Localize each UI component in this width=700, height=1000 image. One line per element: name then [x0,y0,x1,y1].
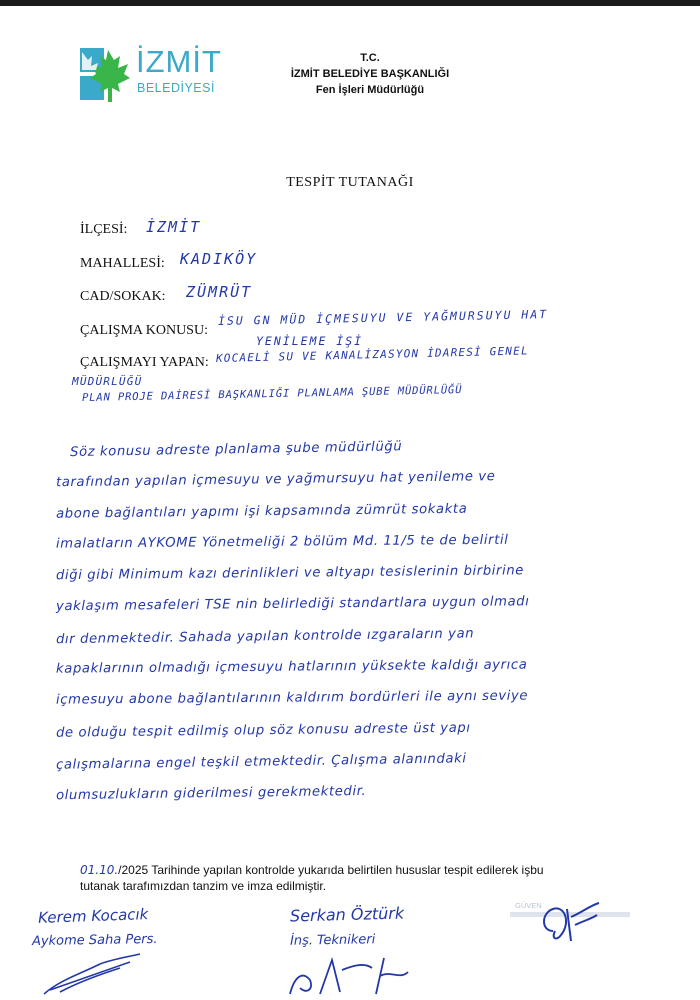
institution-header [240,50,500,98]
statement-line: çalışmalarına engel teşkil etmektedir. Çalışma alanındaki [55,751,467,773]
closing-text-line1: /2025 Tarihinde yapılan kontrolde yukarıda belirtilen hususlar tespit edilerek işbu [118,863,544,877]
statement-line: de olduğu tespit edilmiş olup söz konusu adreste üst yapı [55,720,471,741]
cadde-value: ZÜMRÜT [186,283,253,301]
statement-line: yaklaşım mesafeleri TSE nin belirlediği standartlara uygun olmadı [55,594,530,615]
statement-line: içmesuyu abone bağlantılarının kaldırım bordürleri ile aynı seviye [55,688,529,709]
middle-signatory-title: İnş. Teknikeri [289,932,376,949]
statement-line: abone bağlantıları yapımı işi kapsamında zümrüt sokakta [55,501,468,522]
logo-name: İZMİT [136,44,222,79]
left-signatory-name: Kerem Kocacık [37,905,149,927]
closing-statement [80,862,640,894]
mahalle-label: MAHALLESİ: [80,256,165,271]
yapan-value-line1: KOCAELİ SU VE KANALİZASYON İDARESİ GENEL [215,344,529,365]
logo-subtitle: BELEDİYESİ [137,81,215,95]
middle-signatory-name: Serkan Öztürk [289,903,405,926]
yapan-value-line2: MÜDÜRLÜĞÜ [72,375,143,388]
yapan-label: ÇALIŞMAYI YAPAN: [80,355,209,370]
middle-signature-scribble [280,950,420,998]
cadde-label: CAD/SOKAK: [80,289,166,304]
maple-leaf-icon [78,46,132,104]
top-border [0,0,700,6]
statement-line: dır denmektedir. Sahada yapılan kontrolde ızgaraların yan [55,626,475,648]
statement-line: imalatların AYKOME Yönetmeliği 2 bölüm Md. 11/5 te de belirtil [55,532,509,552]
statement-line: olumsuzlukların giderilmesi gerekmektedir. [55,784,367,804]
right-signature-scribble [535,895,605,945]
statement-line: kapaklarının olmadığı içmesuyu hatlarının yüksekte kaldığı ayrıca [55,657,528,677]
handwritten-date: 01.10. [80,863,119,877]
left-signatory-title: Aykome Saha Pers. [31,931,158,950]
left-signature-scribble [40,950,150,998]
konu-value-line2: YENİLEME İŞİ [256,334,364,348]
ilce-label: İLÇESİ: [80,222,128,237]
statement-line: tarafından yapılan içmesuyu ve yağmursuyu hat yenileme ve [55,469,496,491]
ilce-value: İZMİT [146,218,202,236]
closing-text-line2: tutanak tarafımızdan tanzim ve imza edilmiştir. [80,879,327,893]
mahalle-value: KADIKÖY [180,250,258,268]
konu-label: ÇALIŞMA KONUSU: [80,323,208,338]
izmit-belediyesi-logo [78,46,238,106]
yapan-value-line3: PLAN PROJE DAİRESİ BAŞKANLIĞI PLANLAMA ŞUBE MÜDÜRLÜĞÜ [81,384,463,404]
faint-stamp-name: GÜVEN [515,901,542,910]
document-title: TESPİT TUTANAĞI [286,175,414,190]
header-line-municipality: İZMİT BELEDİYE BAŞKANLIĞI [290,68,450,80]
statement-line: Söz konusu adreste planlama şube müdürlüğü [69,439,403,461]
header-line-tc: T.C. [360,52,380,64]
statement-line: diği gibi Minimum kazı derinlikleri ve altyapı tesislerinin birbirine [55,563,525,584]
handwritten-statement [56,432,666,808]
konu-value-line1: İSU GN MÜD İÇMESUYU VE YAĞMURSUYU HAT [217,307,549,328]
header-line-department: Fen İşleri Müdürlüğü [315,84,425,96]
